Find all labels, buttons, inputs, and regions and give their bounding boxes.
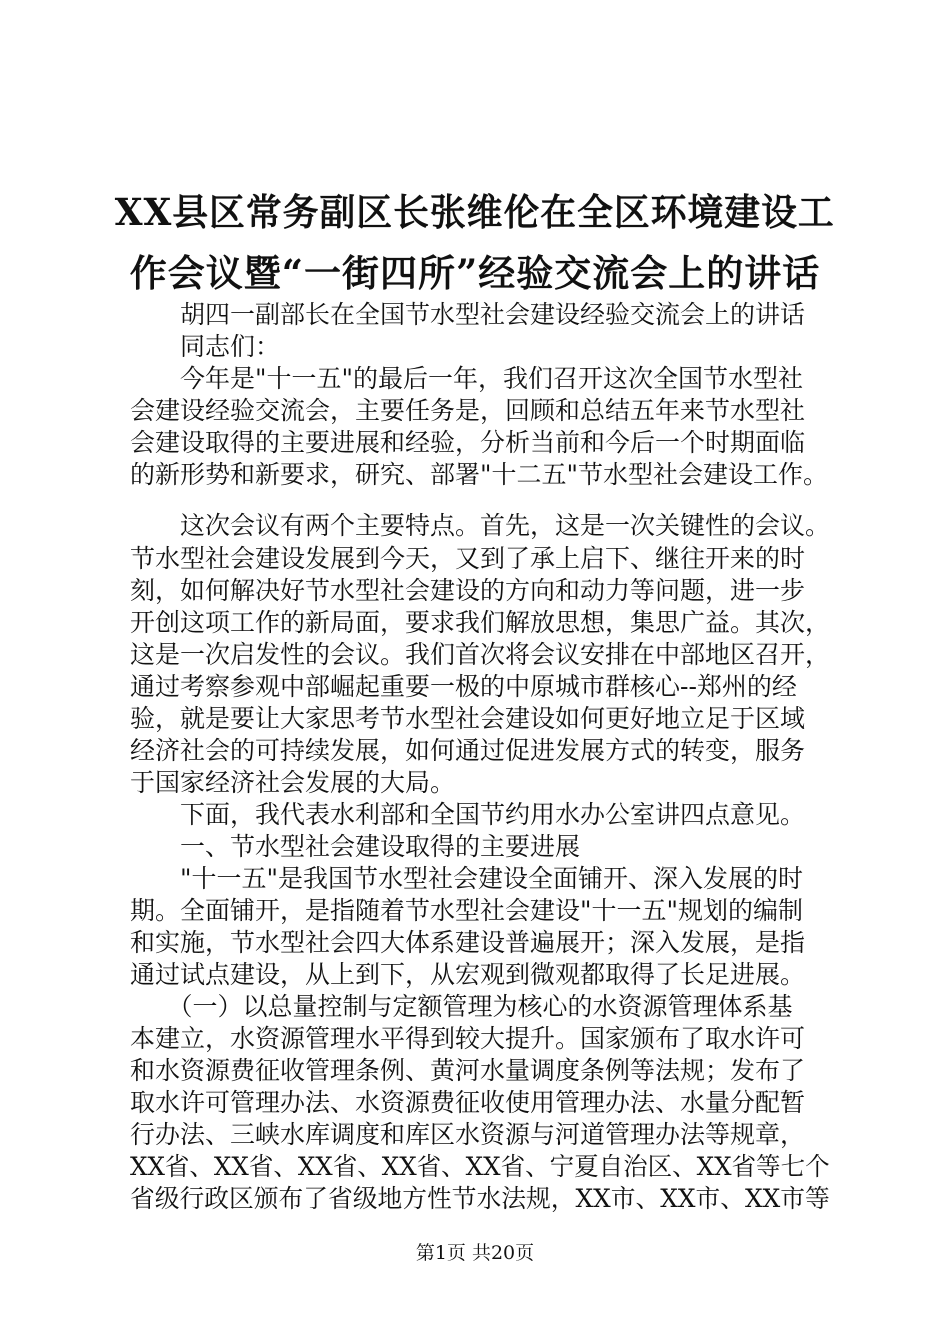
body-line: 这次会议有两个主要特点。首先，这是一次关键性的会议。: [130, 511, 831, 540]
body-line: 经济社会的可持续发展，如何通过促进发展方式的转变，服务: [130, 736, 806, 765]
body-line: 取水许可管理办法、水资源费征收使用管理办法、水量分配暂: [130, 1088, 806, 1117]
body-line: 行办法、三峡水库调度和库区水资源与河道管理办法等规章，: [130, 1120, 806, 1149]
body-line: 本建立，水资源管理水平得到较大提升。国家颁布了取水许可: [130, 1024, 806, 1053]
body-line: 同志们：: [130, 332, 281, 361]
body-line: 和水资源费征收管理条例、黄河水量调度条例等法规；发布了: [130, 1056, 806, 1085]
body-line: 节水型社会建设发展到今天，又到了承上启下、继往开来的时: [130, 544, 806, 573]
body-line: 胡四一副部长在全国节水型社会建设经验交流会上的讲话: [130, 300, 806, 329]
body-line: 刻，如何解决好节水型社会建设的方向和动力等问题，进一步: [130, 576, 806, 605]
body-line: 会建设经验交流会，主要任务是，回顾和总结五年来节水型社: [130, 396, 806, 425]
body-line: 通过试点建设，从上到下，从宏观到微观都取得了长足进展。: [130, 960, 806, 989]
body-line: 下面，我代表水利部和全国节约用水办公室讲四点意见。: [130, 800, 806, 829]
body-line: 会建设取得的主要进展和经验，分析当前和今后一个时期面临: [130, 428, 806, 457]
body-line: 期。全面铺开，是指随着节水型社会建设"十一五"规划的编制: [130, 896, 804, 925]
body-line: 开创这项工作的新局面，要求我们解放思想，集思广益。其次，: [130, 608, 831, 637]
body-line: 于国家经济社会发展的大局。: [130, 768, 456, 797]
body-line: 验，就是要让大家思考节水型社会建设如何更好地立足于区域: [130, 704, 806, 733]
body-line: 今年是"十一五"的最后一年，我们召开这次全国节水型社: [130, 364, 804, 393]
body-line: 省级行政区颁布了省级地方性节水法规，XX市、XX市、XX市等: [130, 1184, 830, 1213]
document-title-line-2: 作会议暨“一街四所”经验交流会上的讲话: [129, 251, 821, 295]
body-line: "十一五"是我国节水型社会建设全面铺开、深入发展的时: [130, 864, 804, 893]
page-number-footer: 第1页 共20页: [415, 1242, 535, 1264]
body-line: 和实施，节水型社会四大体系建设普遍展开；深入发展，是指: [130, 928, 806, 957]
body-line: 通过考察参观中部崛起重要一极的中原城市群核心--郑州的经: [130, 672, 797, 701]
section-heading: 一、节水型社会建设取得的主要进展: [130, 832, 581, 861]
body-line: XX省、XX省、XX省、XX省、XX省、宁夏自治区、XX省等七个: [130, 1152, 830, 1181]
document-title-line-1: XX县区常务副区长张维伦在全区环境建设工: [114, 190, 835, 234]
body-line: 这是一次启发性的会议。我们首次将会议安排在中部地区召开，: [130, 640, 831, 669]
body-line: 的新形势和新要求，研究、部署"十二五"节水型社会建设工作。: [130, 460, 829, 489]
body-line: （一）以总量控制与定额管理为核心的水资源管理体系基: [130, 992, 793, 1021]
